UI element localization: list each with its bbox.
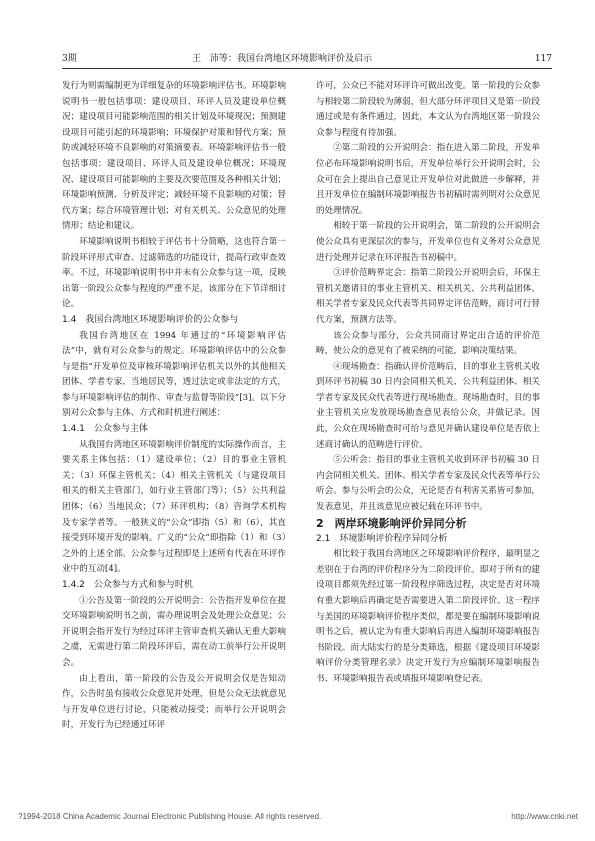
header-rule [62, 68, 552, 69]
issue-number: 3期 [62, 54, 77, 64]
paragraph: 我国台湾地区在 1994 年通过的“环境影响评估法”中，就有对公众参与的规定。环境影响评估中的公众参与是指“开发单位及审核环境影响评估机关以外的其他相关团体、学者专家、当地居民等，透过法定或非法定的方式，参与环境影响评估的制作、审查与监督等阶段”[3]。以下分别对公众参与主体、方式和时机进行阐述： [62, 330, 286, 419]
running-title: 王 沛等：我国台湾地区环境影响评价及启示 [192, 54, 373, 64]
paragraph: 相较于第一阶段的公开说明会，第二阶段的公开说明会使公众具有更深层次的参与，开发单位也有义务对公众意见进行处理并记录在环评报告书初稿中。 [316, 221, 540, 263]
page-number: 117 [534, 54, 552, 64]
paragraph: 该公众参与部分，公众共同商讨界定出合适的评价范畴，使公众的意见有了被采纳的可能，影响决策结果。 [316, 330, 540, 357]
footer-url: http://www.cnki.net [511, 812, 578, 821]
right-column [316, 79, 540, 688]
paragraph: 由上看出，第一阶段的公告及公开说明会仅是告知动作，公告时虽有接收公众意见并处理，但是公众无法就意见与开发单位进行讨论，只能被动接受；而举行公开说明会时，开发行为已经通过环评 [62, 673, 286, 731]
running-header [62, 52, 552, 66]
section-heading-1-4-2: 1.4.2 公众参与方式和参与时机 [62, 580, 193, 590]
section-heading-1-4: 1.4 我国台湾地区环境影响评价的公众参与 [62, 314, 239, 325]
section-heading-1-4-1: 1.4.1 公众参与主体 [62, 424, 148, 435]
section-heading-2-1: 2.1 环境影响评价程序异同分析 [316, 533, 448, 544]
copyright-notice: ?1994-2018 China Academic Journal Electronic Publishing House. All rights reserved. [18, 812, 322, 821]
paragraph: ②第二阶段的公开说明会：指在进入第二阶段，开发单位必布环境影响说明书后，开发单位举行公开说明会时，公众可在会上提出自己意见让开发单位对此做进一步解释，并且开发单位在编制环境影响报告书初稿时需列明对公众意见的处理情况。 [316, 143, 540, 216]
section-heading-2: 2 两岸环境影响评价异同分析 [316, 516, 467, 530]
left-column [62, 79, 286, 734]
paragraph: ⑤公听会：指目的事业主管机关收到环评书初稿 30 日内会同相关机关、团体、相关学者专家及民众代表等举行公听会。参与公听会的公众，无论是否有利害关系皆可参加，发表意见，并且该意见应被记载在环评书中。 [316, 455, 540, 513]
paragraph: 许可，公众已不能对环评许可做出改变。第一阶段的公众参与相较第二阶段较为薄弱，但大部分环评项目又是第一阶段通过或是有条件通过，因此，本文认为台湾地区第一阶段公众参与程度有待加强。 [316, 81, 540, 138]
paragraph: ①公告及第一阶段的公开说明会：公告指开发单位在提交环境影响说明书之前，需办理说明会及处理公众意见；公开说明会指开发行为经过环评主管审查机关确认无重大影响之虞，无需进行第二阶段环评后，需在动工前举行公开说明会。 [62, 595, 286, 668]
paragraph: ③评价范畴界定会：指第二阶段公开说明会后，环保主管机关邀请目的事业主管机关、相关机关、公共利益团体、相关学者专家及民众代表等共同界定评估范畴，商讨可行替代方案，预测方法等。 [316, 268, 540, 325]
paragraph: 从我国台湾地区环境影响评价制度的实际操作而言，主要关系主体包括：（1）建设单位；（2）目的事业主管机关；（3）环保主管机关；（4）相关主管机关（与建设项目相关的相关主管部门，如行业主管部门等）；（5）公共利益团体；（6）当地民众；（7）环评机构；（8）咨询学术机构及专家学者等。一般狭义的“公众”即指（5）和（6），其直接受到环境开发的影响。广义的“公众”即指除（1）和（3）之外的上述全部。公众参与过程即是上述所有代表在环评作业中的互动[4]。 [62, 439, 286, 575]
paragraph: 相比较于我国台湾地区之环境影响评价程序，最明显之差别在于台湾的评价程序分为二阶段评价。即对于所有的建设项目都须先经过第一阶段程序筛选过程，决定是否对环境有重大影响后再确定是否需要进入第二阶段评价。这一程序与美国的环境影响评价程序类似，都是要在编制环境影响说明书之后，被认定为有重大影响后再进入编制环境影响报告书阶段。而大陆实行的是分类筛选，根据《建设项目环境影响评价分类管理名录》决定开发行为应编制环境影响报告书、环境影响报告表或填报环境影响登记表。 [316, 549, 540, 684]
paragraph: 发行为则需编制更为详细复杂的环境影响评估书。环境影响说明书一般包括事项：建设项目、环评人员及建设单位概况；建设项目可能影响范围的相关计划及环境现况；预测建设项目可能引起的环境影响；环境保护对策和替代方案；预防或减轻环境不良影响的对策摘要表。环境影响评估书一般包括事项：建设项目、环评人员及建设单位概况；环境现况、建设项目可能影响的主要及次要范围及各种相关计划；环境影响预测、分析及评定；减轻环境不良影响的对策；替代方案；综合环境管理计划；对有关机关、公众意见的处理情形；结论和建议。 [62, 81, 286, 232]
paragraph: ④现场勘查：指确认评价范畴后，目的事业主管机关收到环评书初稿 30 日内会同相关机关、公共利益团体、相关学者专家及民众代表等进行现场勘查。现场勘查时，目的事业主管机关应发放现场勘查意见表给公众，并做记录。因此，公众在现场勘查时可给与意见并确认建设单位是否依上述商讨确认的范畴进行评价。 [316, 361, 540, 450]
paragraph: 环境影响说明书相较于评估书十分简略，这也符合第一阶段环评形式审查、过滤筛选的功能设计，提高行政审查效率。不过，环境影响说明书中并未有公众参与这一项，反映出第一阶段公众参与程度的严重不足，该部分在下节详细讨论。 [62, 236, 286, 310]
